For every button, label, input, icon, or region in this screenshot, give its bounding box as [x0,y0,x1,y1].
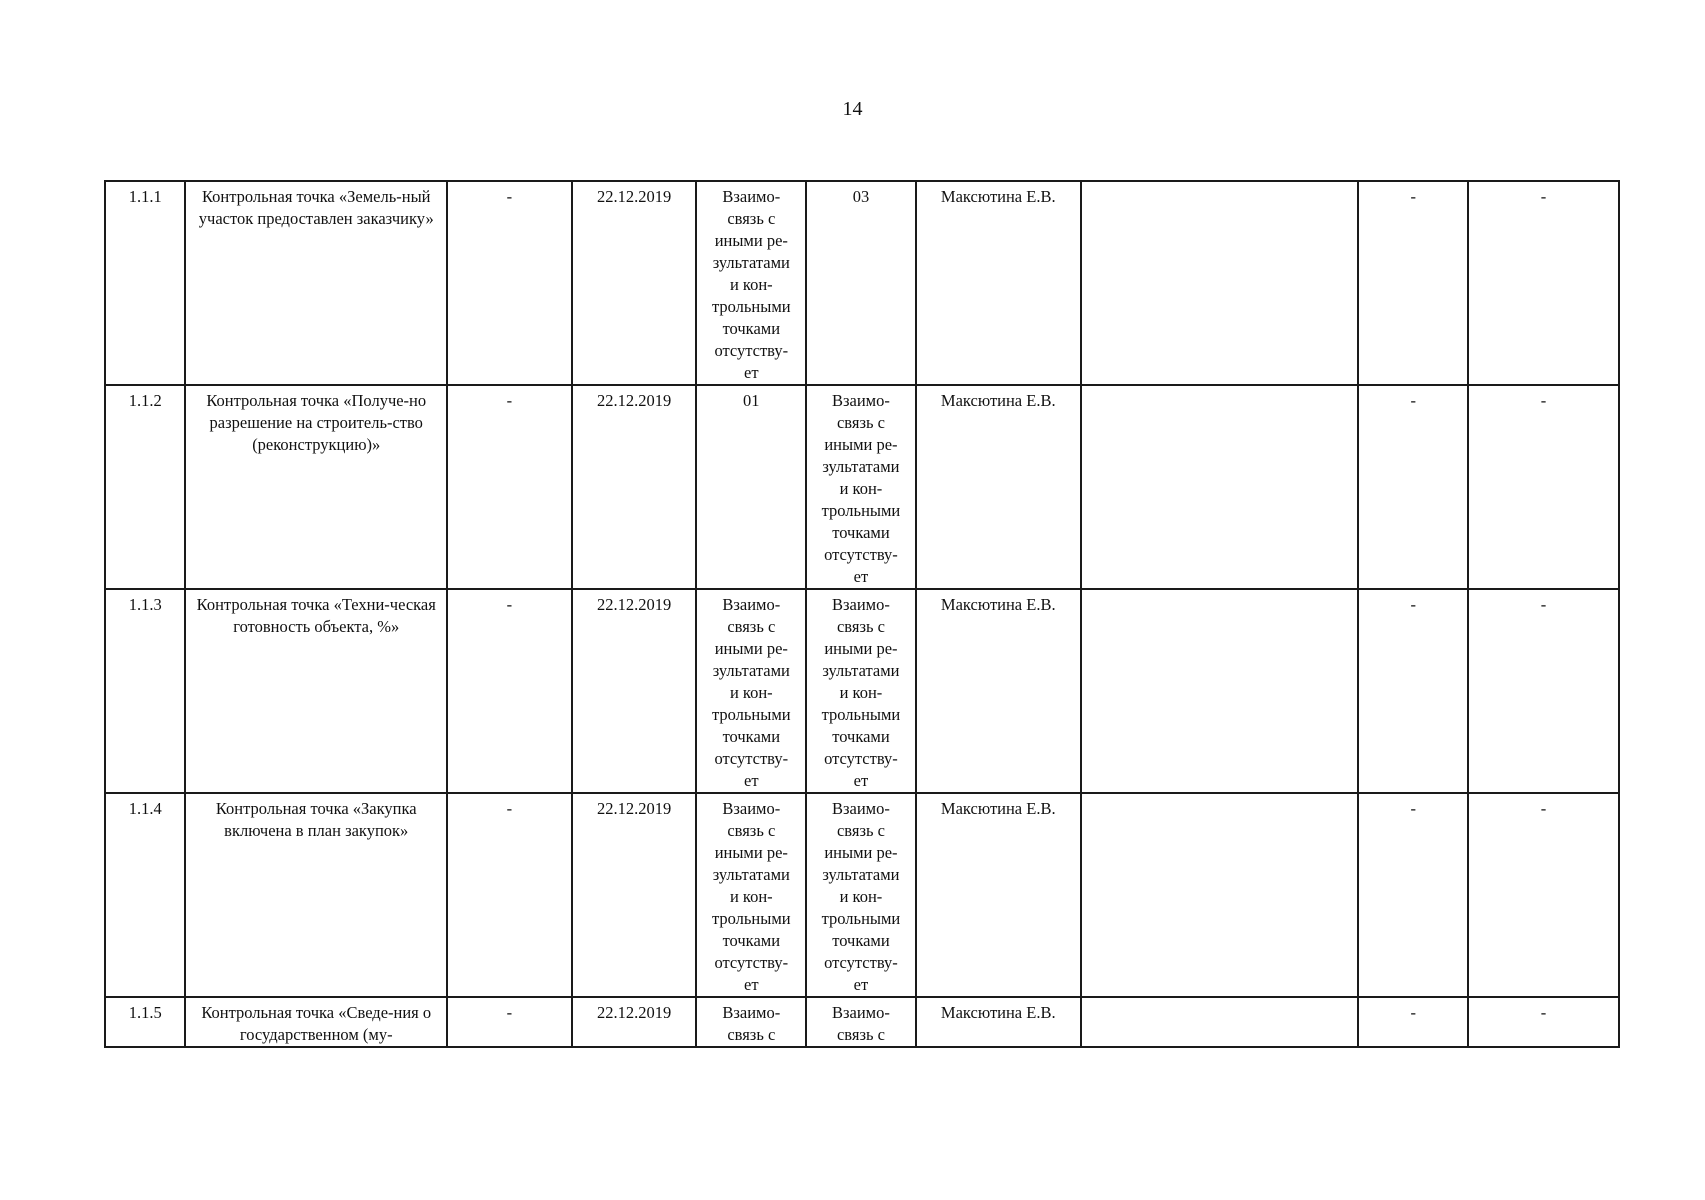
table-row [105,181,1619,385]
cell-text-line: Взаимо- [722,799,781,818]
cell-text-line: Взаимо- [832,595,890,614]
cell-text-line: Взаимо- [722,187,781,206]
cell-column-9: - [1358,181,1468,385]
cell-text-line: иными ре- [714,639,788,658]
cell-text-line: связь с [836,1025,885,1044]
cell-text-line: трольными [821,501,901,520]
cell-responsible: Максютина Е.В. [916,589,1081,793]
cell-text-line: ет [744,363,759,382]
cell-text-line: трольными [821,705,901,724]
cell-text-line: 01 [743,391,760,410]
cell-text-line: отсутству- [824,953,898,972]
cell-text-line: иными ре- [824,435,898,454]
cell-column-8 [1081,793,1359,997]
cell-text-line: связь с [836,413,885,432]
cell-responsible: Максютина Е.В. [916,385,1081,589]
cell-control-point-name: Контрольная точка «Сведе-ния о государственном (му- [185,997,447,1047]
cell-text-line: отсутству- [714,749,789,768]
cell-column-9: - [1358,793,1468,997]
cell-responsible: Максютина Е.В. [916,181,1081,385]
cell-text-line: точками [832,523,890,542]
cell-control-point-name: Контрольная точка «Закупка включена в план закупок» [185,793,447,997]
cell-text-line: зультатами [712,661,790,680]
cell-number: 1.1.5 [105,997,185,1047]
cell-column-5 [696,997,806,1047]
cell-text-line: точками [722,727,781,746]
cell-date: 22.12.2019 [572,997,697,1047]
cell-text-line: зультатами [822,661,900,680]
cell-text-line: зультатами [822,457,900,476]
cell-text-line: трольными [711,909,791,928]
cell-column-3: - [447,589,572,793]
cell-text-line: трольными [711,705,791,724]
cell-column-3: - [447,997,572,1047]
cell-number: 1.1.2 [105,385,185,589]
cell-date: 22.12.2019 [572,181,697,385]
cell-column-8 [1081,589,1359,793]
cell-text-line: ет [853,567,869,586]
cell-column-9: - [1358,385,1468,589]
cell-text-line: Взаимо- [832,391,890,410]
cell-text-line: Взаимо- [722,1003,781,1022]
cell-text-line: ет [744,975,759,994]
cell-number: 1.1.3 [105,589,185,793]
cell-text-line: ет [853,975,869,994]
cell-text-line: отсутству- [714,341,789,360]
cell-column-5 [696,385,806,589]
cell-text-line: и кон- [729,683,773,702]
control-points-table [104,180,1620,1048]
cell-text-line: точками [722,319,781,338]
cell-column-5 [696,793,806,997]
cell-text-line: Взаимо- [722,595,781,614]
cell-text-line: точками [832,727,890,746]
cell-column-3: - [447,793,572,997]
cell-column-9: - [1358,997,1468,1047]
cell-date: 22.12.2019 [572,385,697,589]
cell-text-line: Взаимо- [832,1003,890,1022]
cell-text-line: зультатами [712,253,790,272]
cell-column-6 [806,181,916,385]
cell-date: 22.12.2019 [572,589,697,793]
cell-text-line: отсутству- [714,953,789,972]
cell-control-point-name: Контрольная точка «Техни-ческая готовность объекта, %» [185,589,447,793]
cell-column-8 [1081,997,1359,1047]
cell-text-line: точками [722,931,781,950]
cell-column-10: - [1468,181,1619,385]
cell-column-5 [696,589,806,793]
table-row [105,997,1619,1047]
cell-column-10: - [1468,589,1619,793]
cell-column-10: - [1468,385,1619,589]
cell-column-3: - [447,181,572,385]
cell-text-line: ет [853,771,869,790]
cell-text-line: трольными [711,297,791,316]
cell-column-6 [806,997,916,1047]
cell-text-line: иными ре- [714,231,788,250]
cell-control-point-name: Контрольная точка «Земель-ный участок предоставлен заказчику» [185,181,447,385]
cell-number: 1.1.4 [105,793,185,997]
cell-column-3: - [447,385,572,589]
cell-text-line: точками [832,931,890,950]
cell-responsible: Максютина Е.В. [916,997,1081,1047]
cell-column-8 [1081,385,1359,589]
cell-column-10: - [1468,997,1619,1047]
cell-column-6 [806,589,916,793]
cell-text-line: и кон- [839,479,883,498]
cell-column-10: - [1468,793,1619,997]
cell-text-line: 03 [852,187,870,206]
cell-text-line: зультатами [822,865,900,884]
cell-text-line: связь с [727,821,776,840]
cell-text-line: зультатами [712,865,790,884]
cell-column-6 [806,385,916,589]
cell-text-line: и кон- [729,887,773,906]
cell-text-line: ет [744,771,759,790]
table-row [105,589,1619,793]
cell-text-line: отсутству- [824,545,898,564]
table-row [105,385,1619,589]
cell-column-5 [696,181,806,385]
table-body [105,181,1619,1047]
cell-column-9: - [1358,589,1468,793]
cell-text-line: трольными [821,909,901,928]
cell-text-line: связь с [836,821,885,840]
cell-text-line: и кон- [839,887,883,906]
cell-date: 22.12.2019 [572,793,697,997]
page-number: 14 [842,98,863,120]
cell-text-line: и кон- [729,275,773,294]
cell-text-line: связь с [727,617,776,636]
cell-text-line: и кон- [839,683,883,702]
cell-text-line: иными ре- [824,843,898,862]
cell-control-point-name: Контрольная точка «Получе-но разрешение на строитель-ство (реконструкцию)» [185,385,447,589]
cell-text-line: связь с [727,1025,776,1044]
cell-number: 1.1.1 [105,181,185,385]
cell-text-line: отсутству- [824,749,898,768]
cell-column-8 [1081,181,1359,385]
cell-text-line: Взаимо- [832,799,890,818]
cell-column-6 [806,793,916,997]
cell-responsible: Максютина Е.В. [916,793,1081,997]
cell-text-line: связь с [727,209,776,228]
cell-text-line: иными ре- [714,843,788,862]
table-row [105,793,1619,997]
cell-text-line: иными ре- [824,639,898,658]
cell-text-line: связь с [836,617,885,636]
